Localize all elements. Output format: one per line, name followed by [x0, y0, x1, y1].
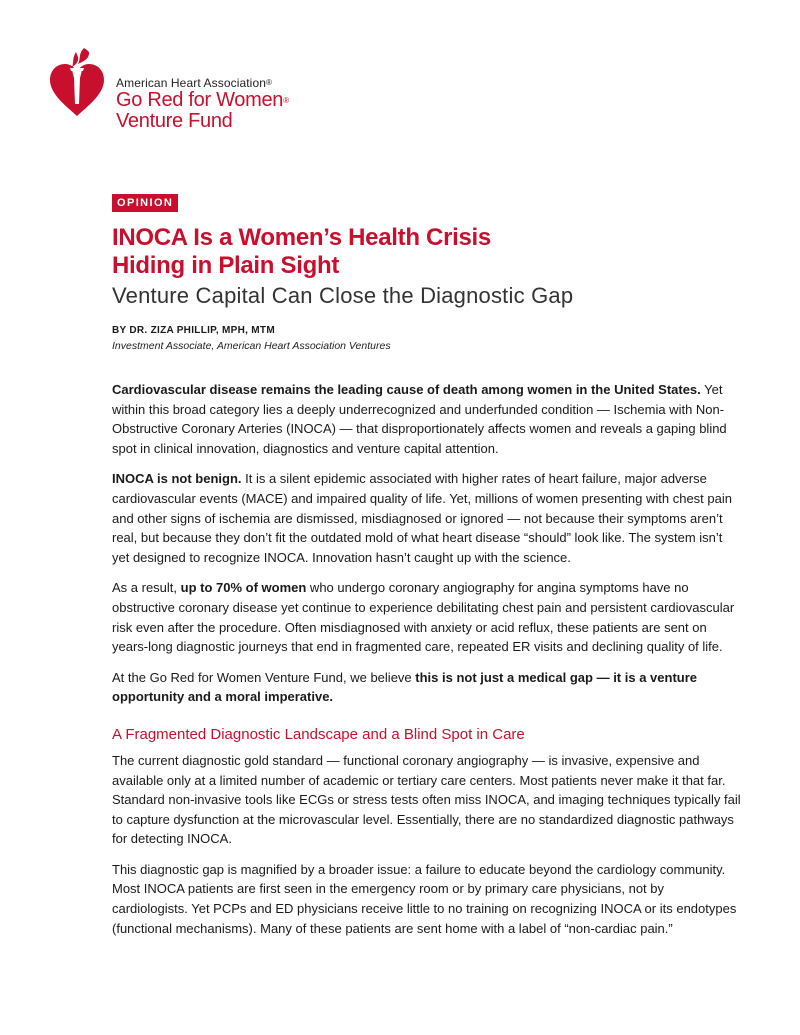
- paragraph-3: As a result, up to 70% of women who undergo coronary angiography for angina symptoms have no obstructive coronary disease yet continue to experience debilitating chest pain and persistent cardiovascular risk even after the procedure. Often misdiagnosed with anxiety or acid reflux, these patients are sent on years-long diagnostic journeys that end in fragmented care, repeated ER visits and declining quality of life.: [112, 580, 735, 655]
- opinion-tag: OPINION: [112, 194, 178, 212]
- section-heading: A Fragmented Diagnostic Landscape and a Blind Spot in Care: [112, 725, 525, 743]
- org-name: American Heart Association®: [116, 76, 272, 90]
- title-line-2: Hiding in Plain Sight: [112, 252, 340, 279]
- logo: [48, 46, 368, 142]
- author-role: Investment Associate, American Heart Association Ventures: [112, 340, 391, 352]
- program-name: Go Red for Women®: [116, 89, 289, 111]
- section-paragraph-1: The current diagnostic gold standard — functional coronary angiography — is invasive, expensive and available only at a limited number of academic or tertiary care centers. Most patients never make it that far. Standard non-invasive tools like ECGs or stress tests often miss INOCA, and imaging techniques typically fail to capture dysfunction at the microvascular level. Essentially, there are no standardized diagnostic pathways for detecting INOCA.: [112, 752, 741, 847]
- logo-text: [116, 76, 289, 132]
- article: [112, 193, 742, 938]
- program-subname: Venture Fund: [116, 110, 233, 132]
- article-title: [112, 224, 742, 280]
- title-line-1: INOCA Is a Women’s Health Crisis: [112, 224, 491, 251]
- paragraph-2: INOCA is not benign. It is a silent epidemic associated with higher rates of heart failure, major adverse cardiovascular events (MACE) and impaired quality of life. Yet, millions of women presenting with chest pain and other signs of ischemia are dismissed, misdiagnosed or ignored — not because their symptoms aren’t real, but because they don’t fit the outdated mold of what heart disease “should” look like. The system isn’t yet designed to recognize INOCA. Innovation hasn’t caught up with the science.: [112, 471, 732, 565]
- paragraph-4: At the Go Red for Women Venture Fund, we believe this is not just a medical gap — it is a venture opportunity and a moral imperative.: [112, 669, 697, 705]
- byline: BY DR. ZIZA PHILLIP, MPH, MTM: [112, 325, 275, 336]
- article-subtitle: Venture Capital Can Close the Diagnostic Gap: [112, 283, 574, 308]
- section-paragraph-2: This diagnostic gap is magnified by a broader issue: a failure to educate beyond the cardiology community. Most INOCA patients are first seen in the emergency room or by primary care physicians, not by cardiologists. Yet PCPs and ED physicians receive little to no training on recognizing INOCA or its endotypes (functional mechanisms). Many of these patients are sent home with a label of “non-cardiac pain.”: [112, 861, 737, 936]
- heart-torch-icon: [48, 46, 106, 120]
- paragraph-1: Cardiovascular disease remains the leading cause of death among women in the United States. Yet within this broad category lies a deeply underrecognized and underfunded condition — Ischemia with Non-Obstructive Coronary Arteries (INOCA) — that disproportionately affects women and reveals a gaping blind spot in clinical innovation, diagnostics and venture capital attention.: [112, 382, 727, 456]
